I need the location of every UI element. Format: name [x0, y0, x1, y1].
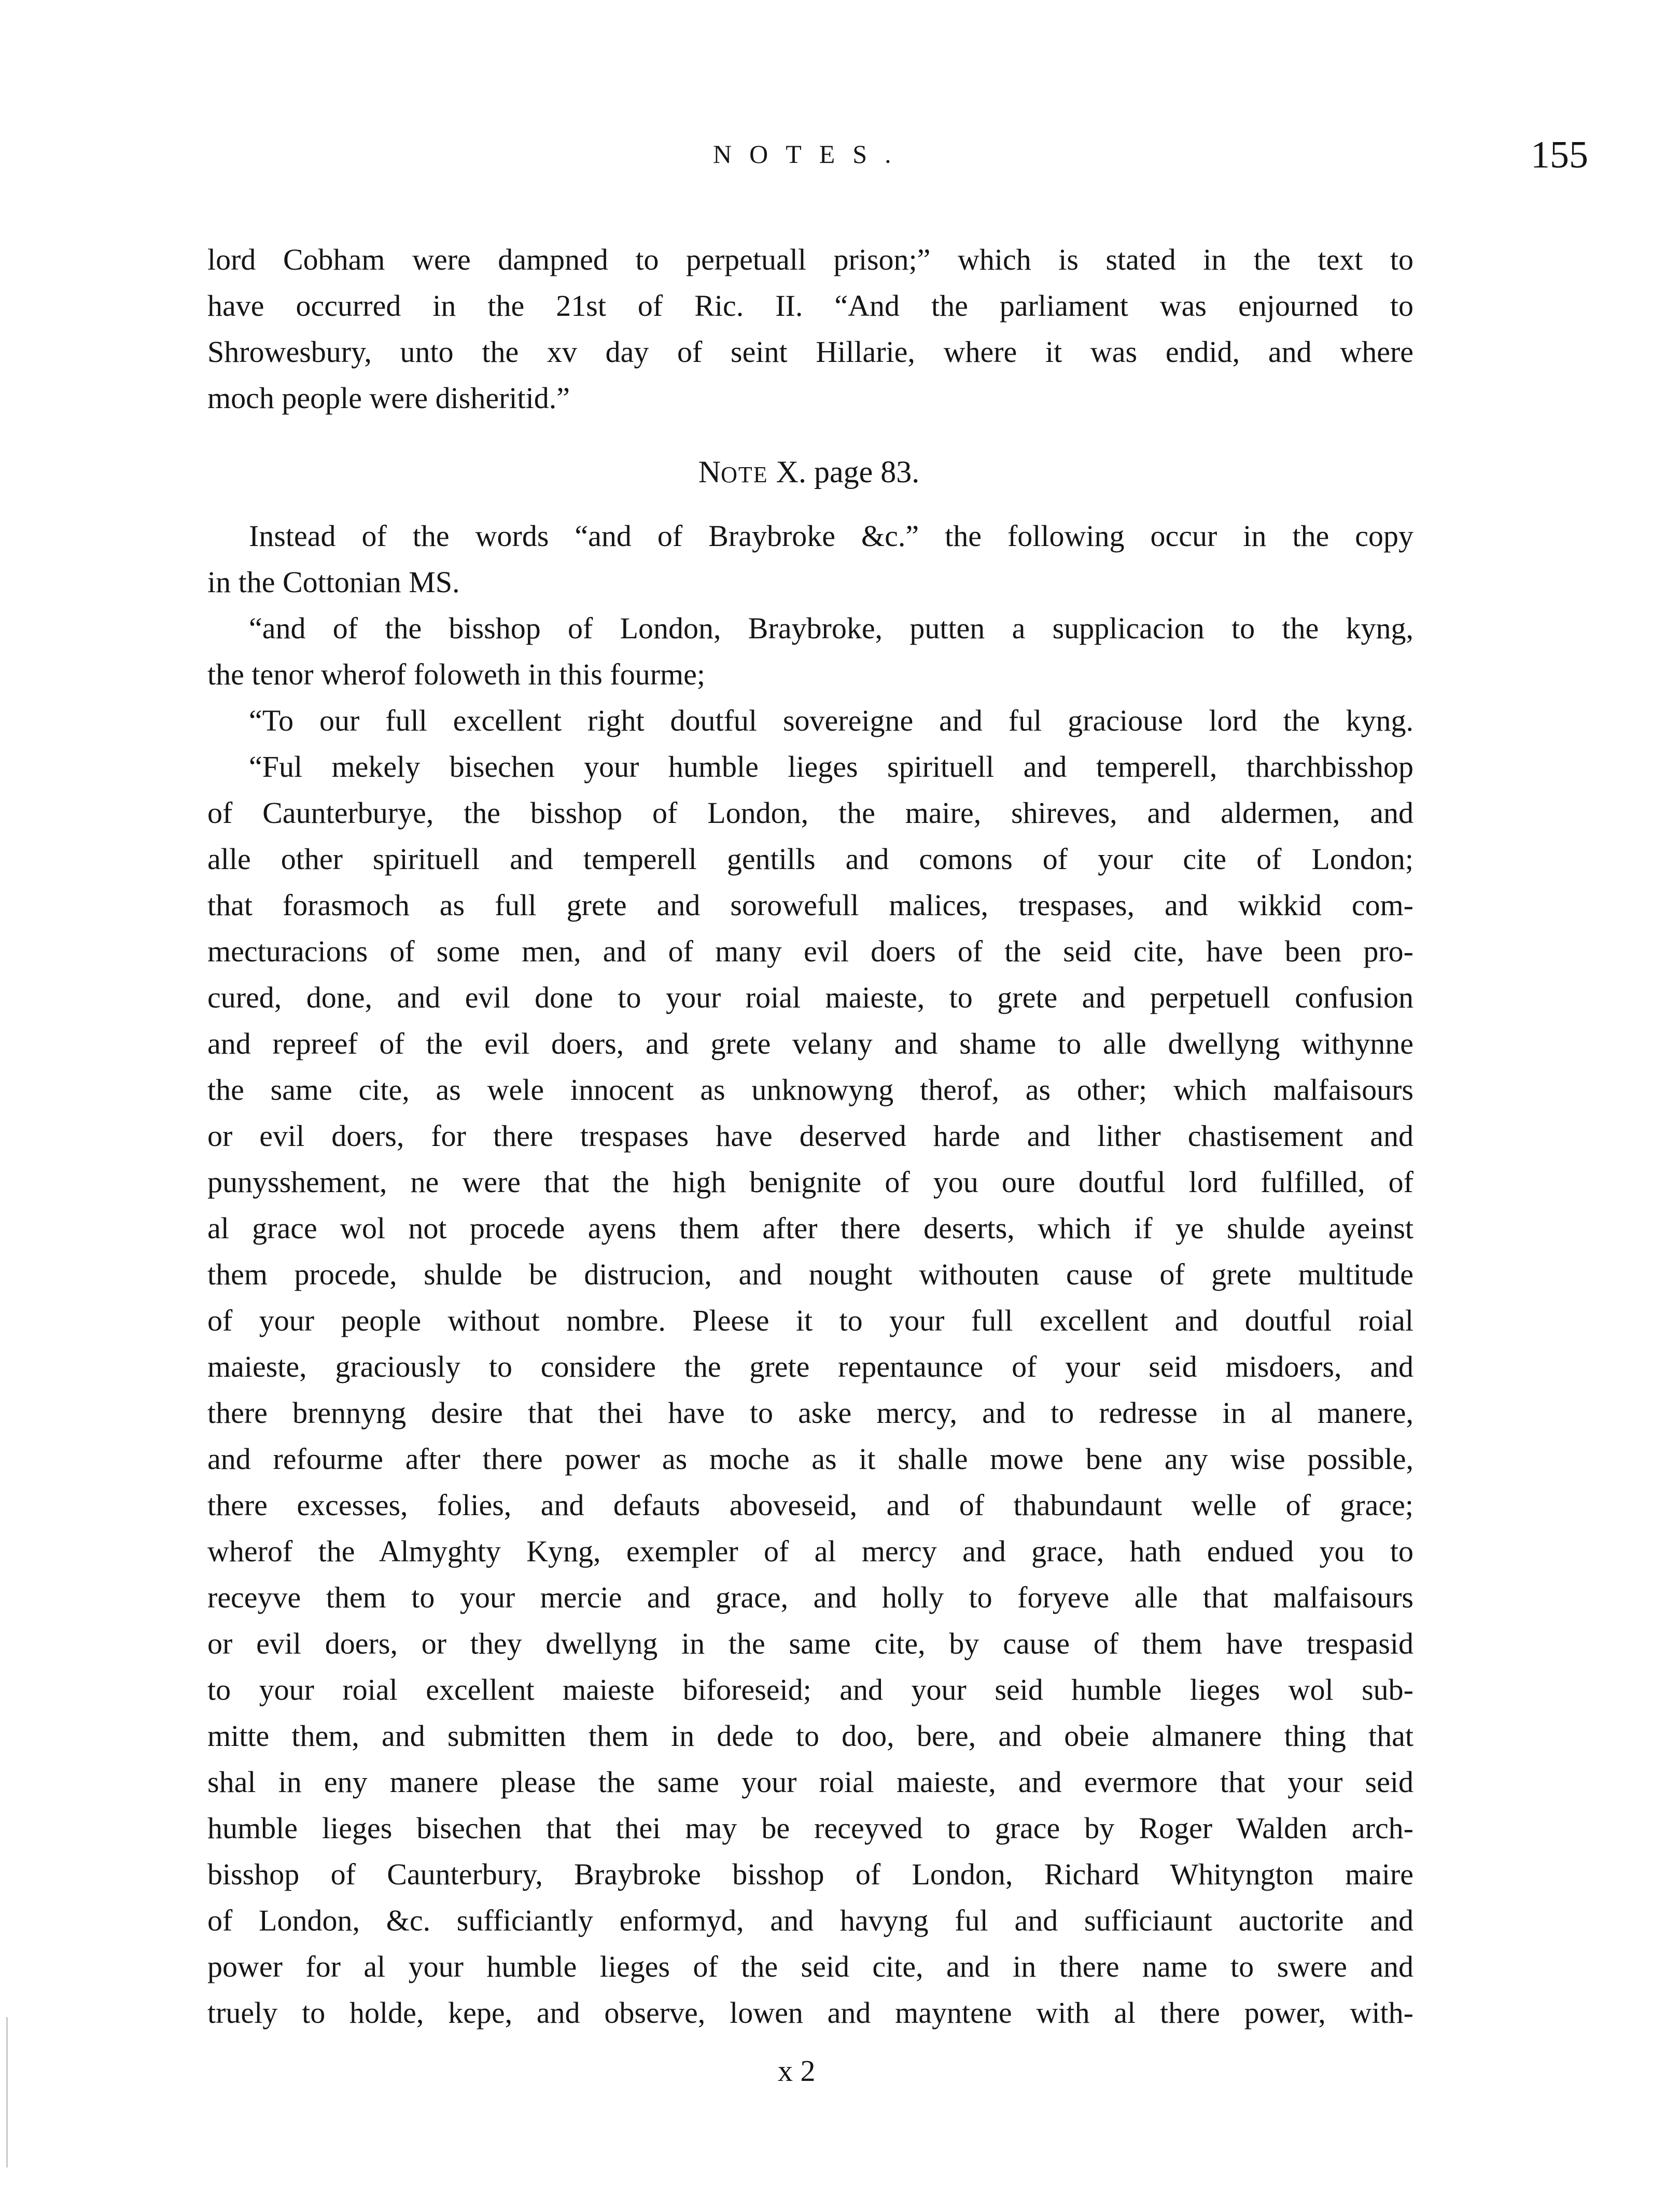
text-line: them procede, shulde be distrucion, and nought withouten cause of grete multitude [207, 1257, 1413, 1291]
continuation-paragraph [207, 236, 1413, 421]
text-line: al grace wol not procede ayens them after there deserts, which if ye shulde ayeinst [207, 1211, 1413, 1245]
text-line: punysshement, ne were that the high benignite of you oure doutful lord fulfilled, of [207, 1165, 1413, 1199]
text-line: “To our full excellent right doutful sovereigne and ful graciouse lord the kyng. [249, 704, 1413, 737]
text-line: humble lieges bisechen that thei may be receyved to grace by Roger Walden arch- [207, 1811, 1413, 1845]
signature-mark: x 2 [778, 2054, 816, 2088]
text-line: there brennyng desire that thei have to aske mercy, and to redresse in al manere, [207, 1396, 1413, 1430]
text-line: of London, &c. sufficiantly enformyd, and havyng ful and sufficiaunt auctorite and [207, 1904, 1413, 1937]
text-line: bisshop of Caunterbury, Braybroke bisshop of London, Richard Whityngton maire [207, 1857, 1413, 1891]
text-line: of Caunterburye, the bisshop of London, the maire, shireves, and aldermen, and [207, 796, 1413, 830]
note-body [207, 513, 1413, 2036]
text-line: the tenor wherof foloweth in this fourme; [207, 658, 705, 691]
text-line: to your roial excellent maieste biforeseid; and your seid humble lieges wol sub- [207, 1673, 1413, 1707]
text-line: or evil doers, for there trespases have deserved harde and lither chastisement and [207, 1119, 1413, 1153]
text-line: cured, done, and evil done to your roial maieste, to grete and perpetuell confusion [207, 981, 1413, 1014]
text-line: mecturacions of some men, and of many evil doers of the seid cite, have been pro- [207, 934, 1413, 968]
note-heading-initial: N [698, 455, 721, 489]
page-number: 155 [1531, 134, 1588, 176]
note-heading-reference: X. page 83. [776, 455, 920, 489]
note-heading [0, 456, 1618, 487]
text-line: shal in eny manere please the same your roial maieste, and evermore that your seid [207, 1765, 1413, 1799]
running-head: NOTES. [713, 139, 909, 169]
text-line: and repreef of the evil doers, and grete velany and shame to alle dwellyng withynne [207, 1027, 1413, 1060]
binding-edge-line [6, 2017, 8, 2167]
text-line: mitte them, and submitten them in dede to doo, bere, and obeie almanere thing that [207, 1719, 1413, 1753]
text-line: in the Cottonian MS. [207, 565, 460, 599]
text-line: that forasmoch as full grete and sorowefull malices, trespases, and wikkid com- [207, 888, 1413, 922]
text-line: alle other spirituell and temperell gentills and comons of your cite of London; [207, 842, 1413, 876]
text-line: the same cite, as wele innocent as unknowyng therof, as other; which malfaisours [207, 1073, 1413, 1107]
text-line: wherof the Almyghty Kyng, exempler of al mercy and grace, hath endued you to [207, 1534, 1413, 1568]
text-line: or evil doers, or they dwellyng in the same cite, by cause of them have trespasid [207, 1627, 1413, 1660]
text-line: have occurred in the 21st of Ric. II. “And the parliament was enjourned to [207, 289, 1413, 323]
text-line: lord Cobham were dampned to perpetuall prison;” which is stated in the text to [207, 243, 1413, 276]
text-line: “and of the bisshop of London, Braybroke, putten a supplicacion to the kyng, [249, 611, 1413, 645]
text-line: power for al your humble lieges of the seid cite, and in there name to swere and [207, 1950, 1413, 1983]
text-line: maieste, graciously to considere the grete repentaunce of your seid misdoers, and [207, 1350, 1413, 1383]
text-line: there excesses, folies, and defauts aboveseid, and of thabundaunt welle of grace; [207, 1488, 1413, 1522]
text-line: truely to holde, kepe, and observe, lowen and mayntene with al there power, with- [207, 1996, 1413, 2030]
text-line: moch people were disheritid.” [207, 381, 570, 415]
note-heading-word: OTE [721, 462, 768, 487]
text-line: Instead of the words “and of Braybroke &c.” the following occur in the copy [249, 519, 1413, 553]
text-line: of your people without nombre. Pleese it to your full excellent and doutful roial [207, 1304, 1413, 1337]
text-line: Shrowesbury, unto the xv day of seint Hillarie, where it was endid, and where [207, 335, 1413, 369]
text-line: and refourme after there power as moche as it shalle mowe bene any wise possible, [207, 1442, 1413, 1476]
text-line: receyve them to your mercie and grace, and holly to foryeve alle that malfaisours [207, 1580, 1413, 1614]
text-line: “Ful mekely bisechen your humble lieges spirituell and temperell, tharchbisshop [249, 750, 1413, 784]
